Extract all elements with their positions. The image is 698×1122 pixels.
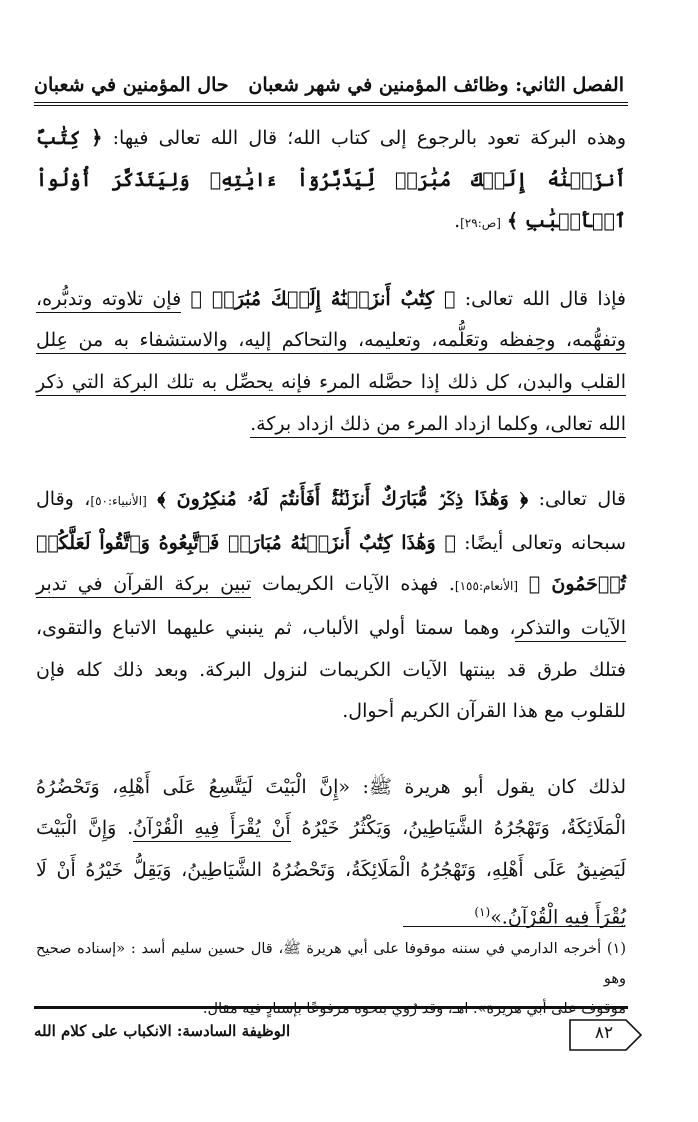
quran-verse: ﴿ كِتَٰبٌ أَنزَلۡنَٰهُ إِلَيۡكَ مُبَٰرَكٞ لِّيَدَّبَّرُوٓاْ ءَايَٰتِهِۦ وَلِيَتَذَكَّرَ أُوْلُواْ ٱلۡأَلۡبَٰبِ ﴾	[36, 127, 626, 233]
footnote-line-2: موقوف على أبي هريرة». اهـ، وقد رُوي بنحوه مرفوعًا بإسنادٍ فيه مقال.	[202, 1001, 626, 1017]
underlined-text: تبين بركة القرآن في تدبر الآيات والتذكر	[36, 573, 626, 642]
header-rule	[34, 102, 628, 106]
verse-reference: [الأنبياء:٥٠]	[90, 494, 147, 509]
footnote-line-1: (١) أخرجه الدارمي في سننه موقوفا على أبي هريرة ﷺ، قال حسين سليم أسد : «إسناده صحيح وهو	[36, 941, 626, 987]
paragraph-2	[36, 279, 626, 445]
hadith-text: . وَإِنَّ الْبَيْتَ لَيَضِيقُ عَلَى أَهْلِهِ، وَتَهْجُرُهُ الْمَلَائِكَةُ، وَتَحْضُرُهُ الشَّيَاطِينُ، وَيَقِلُّ خَيْرُهُ أَنْ لَا يُقْرَأَ فِيهِ الْقُرْآنُ	[36, 817, 626, 928]
page-number-tab	[568, 1018, 644, 1052]
page-number: ٨٢	[594, 1023, 614, 1043]
underlined-text: فإن تلاوته وتدبُّره، وتفهُّمه، وحِفظه وتعَلُّمه، وتعليمه، والتحاكم إليه، والاستشفاء به من عِلل القلب والبدن، كل ذلك إذا حصَّله المرء فإنه يحصِّل به تلك البركة التي ذكر الله تعالى، وكلما ازداد المرء من ذلك ازداد بركة.	[36, 288, 626, 438]
footer-title: الوظيفة السادسة: الانكباب على كلام الله	[34, 1022, 291, 1040]
quran-verse: ﴿ كِتَٰبٌ أَنزَلۡنَٰهُ إِلَيۡكَ مُبَٰرَكٞ ﴾	[190, 287, 456, 310]
paragraph-4	[36, 767, 626, 939]
running-header	[34, 70, 624, 100]
section-title: حال المؤمنين في شعبان	[34, 74, 229, 96]
paragraph-text: فإذا قال الله تعالى:	[455, 287, 627, 310]
paragraph-1	[36, 118, 626, 245]
chapter-title: الفصل الثاني: وظائف المؤمنين في شهر شعبان	[248, 74, 624, 96]
footer-rule	[34, 1006, 628, 1009]
quran-verse: ﴿ وَهَٰذَا ذِكۡرٞ مُّبَارَكٌ أَنزَلۡنَٰهُۚ أَفَأَنتُمۡ لَهُۥ مُنكِرُونَ ﴾	[157, 488, 529, 511]
footnote-separator	[403, 926, 625, 927]
quran-verse: ﴿ وَهَٰذَا كِتَٰبٌ أَنزَلۡنَٰهُ مُبَارَكٞ فَٱتَّبِعُوهُ وَٱتَّقُواْ لَعَلَّكُمۡ تُرۡحَمُونَ ﴾	[36, 531, 626, 596]
footnotes	[36, 934, 626, 1024]
footnote-marker[interactable]: (١)	[474, 904, 491, 919]
punctuation: .»	[490, 905, 508, 928]
paragraph-text: قال تعالى:	[528, 488, 626, 511]
underlined-text: أَنْ يُقْرَأَ فِيهِ الْقُرْآنُ	[133, 817, 291, 842]
paragraph-text: ، وهما سمتا أولي الألباب، ثم ينبني عليهما الاتباع والتقوى، فتلك طرق قد بينتها الآيات الكريمات لنزول البركة. وبعد ذلك كله فإن للقلوب مع هذا القرآن الكريم أحوال.	[36, 616, 626, 723]
verse-reference: [الأنعام:١٥٥]	[454, 579, 519, 594]
paragraph-text: . فهذه الآيات الكريمات	[251, 573, 455, 596]
punctuation: .	[454, 210, 461, 233]
paragraph-text: وهذه البركة تعود بالرجوع إلى كتاب الله؛ قال الله تعالى فيها:	[102, 127, 626, 149]
hadith-text: إِنَّ الْبَيْتَ لَيَتَّسِعُ عَلَى أَهْلِهِ، وَتَحْضُرُهُ الْمَلَائِكَةُ، وَتَهْجُرُهُ الشَّيَاطِينُ، وَيَكْثُرُ خَيْرُهُ	[36, 775, 626, 840]
paragraph-text: لذلك كان يقول أبو هريرة ﷺ: «	[338, 775, 627, 798]
paragraph-text: ، وقال سبحانه وتعالى أيضًا:	[36, 488, 626, 554]
main-text	[36, 118, 626, 938]
verse-reference: [ص:٢٩]	[460, 216, 501, 231]
paragraph-3	[36, 479, 626, 733]
